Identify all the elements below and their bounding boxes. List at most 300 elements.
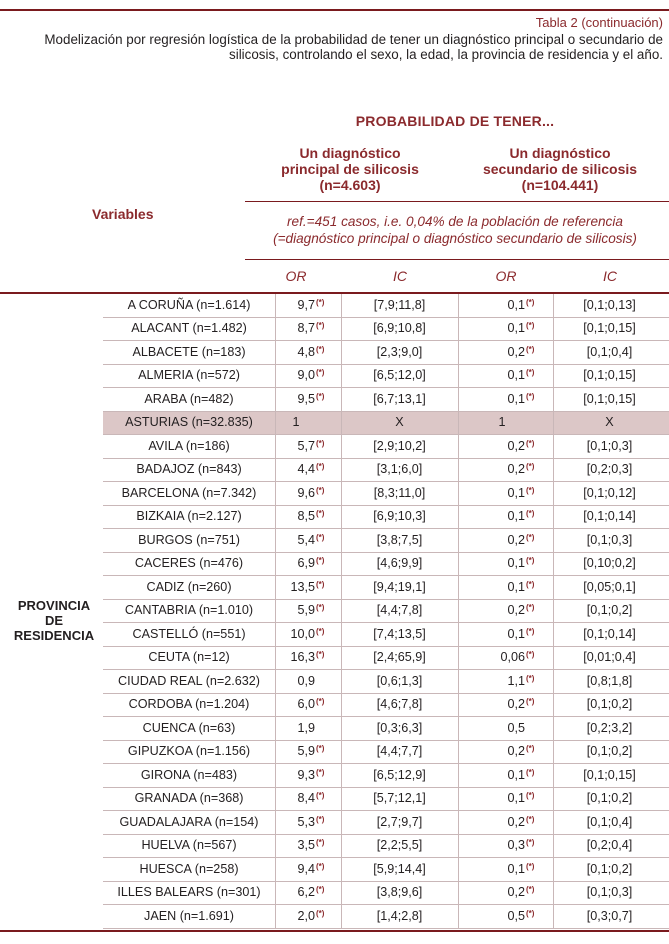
row-province-name: BADAJOZ (n=843)	[136, 462, 242, 476]
significance-mark: (*)	[316, 391, 325, 401]
column-header-secundario-line1: Un diagnóstico	[509, 145, 611, 161]
row-or-secundario: 0,2	[507, 344, 525, 359]
column-header-secundario-line3: (n=104.441)	[521, 177, 599, 193]
row-ic-secundario: X	[605, 415, 614, 429]
row-ic-secundario: [0,2;3,2]	[586, 720, 633, 735]
row-ic-principal: [3,8;7,5]	[376, 532, 423, 547]
significance-mark: (*)	[316, 556, 325, 565]
column-separator	[553, 506, 554, 529]
significance-mark: (*)	[526, 838, 535, 847]
column-separator	[458, 835, 459, 858]
column-separator	[553, 694, 554, 717]
table-row	[103, 670, 669, 694]
reference-note-line1: ref.=451 casos, i.e. 0,04% de la población de referencia	[287, 214, 623, 229]
table-row	[103, 294, 669, 318]
significance-mark: (*)	[526, 626, 535, 636]
row-ic-principal: [6,5;12,9]	[373, 767, 426, 782]
row-ic-secundario: [0,1;0,15]	[583, 767, 636, 782]
row-ic-secundario: [0,1;0,3]	[586, 885, 633, 899]
table-body	[103, 294, 669, 929]
column-separator	[275, 717, 276, 740]
row-or-principal: 5,9	[297, 603, 315, 617]
significance-mark: (*)	[526, 556, 535, 565]
significance-mark: (*)	[316, 744, 325, 753]
row-or-principal: 5,3	[297, 814, 315, 829]
row-or-secundario: 0,1	[507, 767, 525, 782]
row-or-principal: 8,7	[297, 321, 315, 335]
row-or-secundario: 1	[498, 415, 506, 429]
column-separator	[553, 882, 554, 905]
column-separator	[341, 318, 342, 341]
row-or-principal: 9,5	[297, 391, 315, 406]
column-separator	[275, 811, 276, 834]
significance-mark: (*)	[316, 579, 325, 589]
significance-mark: (*)	[316, 861, 325, 871]
row-ic-principal: [1,4;2,8]	[376, 908, 423, 923]
column-separator	[553, 435, 554, 458]
table-row	[103, 318, 669, 342]
row-province-name: BARCELONA (n=7.342)	[121, 485, 257, 500]
column-separator	[275, 764, 276, 787]
significance-mark: (*)	[526, 673, 535, 683]
column-separator	[275, 529, 276, 552]
column-separator	[458, 905, 459, 928]
significance-mark: (*)	[526, 368, 535, 377]
row-ic-secundario: [0,1;0,2]	[586, 791, 633, 805]
table-row	[103, 459, 669, 483]
column-separator	[553, 623, 554, 646]
column-separator	[458, 717, 459, 740]
row-or-secundario: 1,1	[507, 673, 525, 688]
column-header-principal-line3: (n=4.603)	[319, 177, 381, 193]
significance-mark: (*)	[526, 485, 535, 495]
row-ic-principal: X	[395, 415, 404, 429]
column-header-principal-line2: principal de silicosis	[281, 161, 419, 177]
row-province-name: CACERES (n=476)	[134, 556, 244, 570]
row-province-name: CEUTA (n=12)	[148, 650, 230, 664]
column-separator	[458, 459, 459, 482]
row-or-secundario: 0,1	[507, 391, 525, 406]
column-separator	[275, 412, 276, 435]
significance-mark: (*)	[526, 744, 535, 753]
column-separator	[458, 694, 459, 717]
row-ic-principal: [5,7;12,1]	[373, 791, 426, 805]
table-row	[103, 623, 669, 647]
column-header-secundario-line2: secundario de silicosis	[482, 161, 638, 177]
table-row	[103, 506, 669, 530]
row-province-name: A CORUÑA (n=1.614)	[127, 297, 251, 312]
row-ic-secundario: [0,2;0,4]	[586, 838, 633, 852]
significance-mark: (*)	[316, 885, 325, 894]
row-or-principal: 4,8	[297, 344, 315, 359]
row-or-secundario: 0,1	[507, 485, 525, 500]
row-or-secundario: 0,1	[507, 509, 525, 523]
significance-mark: (*)	[316, 650, 325, 659]
column-separator	[275, 318, 276, 341]
row-ic-secundario: [0,1;0,2]	[586, 861, 633, 876]
row-or-principal: 8,5	[297, 509, 315, 523]
row-ic-secundario: [0,3;0,7]	[586, 908, 633, 923]
column-separator	[341, 764, 342, 787]
significance-mark: (*)	[526, 438, 535, 448]
row-ic-secundario: [0,1;0,3]	[586, 532, 633, 547]
row-ic-principal: [0,6;1,3]	[376, 673, 423, 688]
significance-mark: (*)	[526, 509, 535, 518]
row-ic-secundario: [0,1;0,14]	[583, 509, 636, 523]
column-separator	[341, 741, 342, 764]
table-row	[103, 435, 669, 459]
significance-mark: (*)	[526, 297, 535, 307]
column-separator	[553, 764, 554, 787]
row-ic-principal: [8,3;11,0]	[373, 485, 426, 500]
row-ic-principal: [2,9;10,2]	[373, 438, 426, 453]
significance-mark: (*)	[316, 462, 325, 471]
row-ic-principal: [6,9;10,3]	[373, 509, 426, 523]
significance-mark: (*)	[526, 814, 535, 824]
table-row	[103, 529, 669, 553]
row-province-name: HUELVA (n=567)	[141, 838, 237, 852]
column-separator	[275, 600, 276, 623]
row-or-principal: 4,4	[297, 462, 315, 476]
row-or-secundario: 0,3	[507, 838, 525, 852]
significance-mark: (*)	[316, 438, 325, 448]
row-or-principal: 9,0	[297, 368, 315, 382]
row-or-secundario: 0,1	[507, 321, 525, 335]
row-or-principal: 5,7	[297, 438, 315, 453]
row-ic-secundario: [0,1;0,3]	[586, 438, 633, 453]
table-row	[103, 788, 669, 812]
row-or-secundario: 0,2	[507, 697, 525, 711]
column-separator	[553, 318, 554, 341]
row-or-principal: 1,9	[297, 720, 315, 735]
column-separator	[553, 600, 554, 623]
significance-mark: (*)	[316, 838, 325, 847]
significance-mark: (*)	[526, 650, 535, 659]
significance-mark: (*)	[526, 697, 535, 706]
table-row	[103, 764, 669, 788]
table-label: Tabla 2 (continuación)	[535, 15, 663, 30]
row-or-secundario: 0,2	[507, 603, 525, 617]
row-province-name: GIRONA (n=483)	[140, 767, 238, 782]
column-separator	[275, 506, 276, 529]
row-or-principal: 1	[292, 415, 300, 429]
column-header-secundario	[455, 145, 665, 193]
column-separator	[553, 365, 554, 388]
table-row	[103, 388, 669, 412]
row-or-secundario: 0,06	[500, 650, 525, 664]
column-separator	[458, 435, 459, 458]
column-separator	[341, 412, 342, 435]
row-ic-secundario: [0,1;0,15]	[583, 368, 636, 382]
column-separator	[458, 506, 459, 529]
column-separator	[341, 365, 342, 388]
reference-note	[245, 213, 665, 247]
column-separator	[341, 717, 342, 740]
column-separator	[341, 435, 342, 458]
column-separator	[341, 694, 342, 717]
column-separator	[553, 459, 554, 482]
column-separator	[553, 553, 554, 576]
column-separator	[553, 741, 554, 764]
column-separator	[341, 553, 342, 576]
row-ic-principal: [3,8;9,6]	[376, 885, 423, 899]
significance-mark: (*)	[526, 767, 535, 777]
column-separator	[341, 647, 342, 670]
significance-mark: (*)	[316, 509, 325, 518]
column-separator	[341, 294, 342, 317]
row-province-name: ILLES BALEARS (n=301)	[117, 885, 261, 899]
column-separator	[341, 388, 342, 411]
column-separator	[341, 600, 342, 623]
row-or-secundario: 0,1	[507, 579, 525, 594]
row-province-name: GRANADA (n=368)	[134, 791, 244, 805]
row-or-secundario: 0,2	[507, 744, 525, 758]
subheader-ic-principal: IC	[393, 268, 407, 284]
row-or-principal: 5,4	[297, 532, 315, 547]
row-or-principal: 6,9	[297, 556, 315, 570]
column-separator	[553, 294, 554, 317]
table-row	[103, 600, 669, 624]
row-or-secundario: 0,5	[507, 908, 525, 923]
column-separator	[458, 670, 459, 693]
table-row	[103, 811, 669, 835]
row-ic-principal: [3,1;6,0]	[376, 462, 423, 476]
row-or-secundario: 0,5	[507, 720, 525, 735]
column-separator	[458, 388, 459, 411]
column-separator	[458, 529, 459, 552]
significance-mark: (*)	[316, 814, 325, 824]
row-or-principal: 16,3	[290, 650, 315, 664]
row-ic-principal: [6,7;13,1]	[373, 391, 426, 406]
significance-mark: (*)	[526, 603, 535, 612]
row-ic-principal: [4,6;7,8]	[376, 697, 423, 711]
row-ic-secundario: [0,1;0,15]	[583, 321, 636, 335]
table-row	[103, 694, 669, 718]
row-province-name: BURGOS (n=751)	[138, 532, 240, 547]
row-or-secundario: 0,2	[507, 814, 525, 829]
column-separator	[553, 576, 554, 599]
row-or-principal: 9,3	[297, 767, 315, 782]
column-separator	[275, 905, 276, 928]
column-separator	[341, 529, 342, 552]
table-row	[103, 905, 669, 929]
table-row	[103, 741, 669, 765]
significance-mark: (*)	[526, 861, 535, 871]
row-ic-secundario: [0,1;0,14]	[583, 626, 636, 641]
column-separator	[341, 623, 342, 646]
row-province-name: CASTELLÓ (n=551)	[132, 626, 246, 641]
column-separator	[275, 482, 276, 505]
table-row	[103, 482, 669, 506]
row-or-principal: 3,5	[297, 838, 315, 852]
column-separator	[458, 741, 459, 764]
column-separator	[458, 882, 459, 905]
significance-mark: (*)	[316, 321, 325, 330]
column-separator	[341, 459, 342, 482]
top-rule	[0, 9, 669, 11]
table-row	[103, 365, 669, 389]
significance-mark: (*)	[526, 391, 535, 401]
variables-header: Variables	[92, 206, 154, 222]
row-or-secundario: 0,1	[507, 297, 525, 312]
column-separator	[341, 506, 342, 529]
row-ic-principal: [7,9;11,8]	[373, 297, 426, 312]
column-separator	[553, 811, 554, 834]
column-separator	[553, 835, 554, 858]
column-separator	[275, 835, 276, 858]
column-separator	[275, 435, 276, 458]
column-separator	[275, 670, 276, 693]
column-separator	[341, 811, 342, 834]
column-separator	[341, 788, 342, 811]
row-province-name: ASTURIAS (n=32.835)	[125, 415, 253, 429]
column-separator	[458, 647, 459, 670]
row-province-name: BIZKAIA (n=2.127)	[136, 509, 242, 523]
significance-mark: (*)	[316, 767, 325, 777]
row-province-name: CANTABRIA (n=1.010)	[124, 603, 254, 617]
significance-mark: (*)	[526, 908, 535, 918]
row-or-principal: 2,0	[297, 908, 315, 923]
row-or-secundario: 0,2	[507, 462, 525, 476]
column-separator	[275, 882, 276, 905]
column-separator	[275, 388, 276, 411]
column-separator	[341, 341, 342, 364]
row-province-name: CADIZ (n=260)	[146, 579, 232, 594]
column-separator	[341, 905, 342, 928]
column-separator	[458, 576, 459, 599]
significance-mark: (*)	[316, 344, 325, 354]
table-caption: Modelización por regresión logística de la probabilidad de tener un diagnóstico principal o secundario de silicosis, controlando el sexo, la edad, la provincia de residencia y el año.	[44, 32, 663, 62]
column-separator	[275, 576, 276, 599]
column-separator	[458, 858, 459, 881]
column-separator	[341, 835, 342, 858]
row-ic-secundario: [0,1;0,12]	[583, 485, 636, 500]
column-separator	[458, 341, 459, 364]
column-separator	[275, 623, 276, 646]
row-or-principal: 6,0	[297, 697, 315, 711]
row-or-principal: 8,4	[297, 791, 315, 805]
table-row	[103, 576, 669, 600]
column-separator	[341, 670, 342, 693]
column-separator	[553, 788, 554, 811]
column-separator	[553, 412, 554, 435]
row-ic-secundario: [0,10;0,2]	[583, 556, 636, 570]
row-ic-principal: [6,5;12,0]	[373, 368, 426, 382]
row-ic-principal: [2,2;5,5]	[376, 838, 423, 852]
significance-mark: (*)	[526, 791, 535, 800]
row-province-name: ALMERIA (n=572)	[138, 368, 240, 382]
column-separator	[553, 388, 554, 411]
row-province-name: CUENCA (n=63)	[142, 720, 236, 735]
row-province-name: ARABA (n=482)	[144, 391, 234, 406]
column-separator	[458, 811, 459, 834]
row-or-principal: 5,9	[297, 744, 315, 758]
row-ic-principal: [2,7;9,7]	[376, 814, 423, 829]
significance-mark: (*)	[316, 908, 325, 918]
table-row	[103, 647, 669, 671]
row-or-secundario: 0,1	[507, 791, 525, 805]
row-ic-principal: [6,9;10,8]	[373, 321, 426, 335]
significance-mark: (*)	[526, 321, 535, 330]
column-separator	[275, 694, 276, 717]
row-ic-secundario: [0,1;0,2]	[586, 603, 633, 617]
column-separator	[341, 482, 342, 505]
column-separator	[458, 365, 459, 388]
column-separator	[553, 717, 554, 740]
row-or-secundario: 0,1	[507, 556, 525, 570]
row-or-principal: 6,2	[297, 885, 315, 899]
row-province-name: ALACANT (n=1.482)	[131, 321, 247, 335]
row-ic-principal: [4,6;9,9]	[376, 556, 423, 570]
row-or-principal: 10,0	[290, 626, 315, 641]
column-separator	[275, 341, 276, 364]
significance-mark: (*)	[526, 532, 535, 542]
column-separator	[275, 647, 276, 670]
significance-mark: (*)	[526, 579, 535, 589]
column-separator	[275, 788, 276, 811]
table-row	[103, 835, 669, 859]
row-province-name: HUESCA (n=258)	[139, 861, 239, 876]
header-rule-2	[245, 259, 669, 260]
row-province-name: JAEN (n=1.691)	[144, 908, 234, 923]
row-province-name: CIUDAD REAL (n=2.632)	[118, 673, 260, 688]
row-or-secundario: 0,1	[507, 368, 525, 382]
significance-mark: (*)	[526, 885, 535, 894]
row-province-name: CORDOBA (n=1.204)	[128, 697, 250, 711]
row-ic-secundario: [0,1;0,2]	[586, 697, 633, 711]
row-or-secundario: 0,2	[507, 532, 525, 547]
table-row	[103, 412, 669, 436]
column-separator	[553, 529, 554, 552]
significance-mark: (*)	[316, 603, 325, 612]
significance-mark: (*)	[316, 626, 325, 636]
row-or-secundario: 0,1	[507, 861, 525, 876]
column-separator	[553, 647, 554, 670]
row-ic-principal: [2,4;65,9]	[373, 650, 426, 664]
significance-mark: (*)	[316, 297, 325, 307]
row-ic-secundario: [0,2;0,3]	[586, 462, 633, 476]
column-separator	[553, 341, 554, 364]
probability-title: PROBABILIDAD DE TENER...	[355, 113, 555, 129]
significance-mark: (*)	[316, 485, 325, 495]
row-province-name: GIPUZKOA (n=1.156)	[127, 744, 251, 758]
column-separator	[341, 882, 342, 905]
column-separator	[458, 600, 459, 623]
table-row	[103, 858, 669, 882]
row-or-secundario: 0,2	[507, 438, 525, 453]
column-separator	[458, 788, 459, 811]
column-separator	[458, 412, 459, 435]
row-ic-principal: [7,4;13,5]	[373, 626, 426, 641]
column-separator	[341, 858, 342, 881]
row-or-principal: 13,5	[290, 579, 315, 594]
subheader-ic-secundario: IC	[603, 268, 617, 284]
column-separator	[458, 294, 459, 317]
row-ic-secundario: [0,1;0,2]	[586, 744, 633, 758]
row-ic-principal: [9,4;19,1]	[373, 579, 426, 594]
row-or-secundario: 0,2	[507, 885, 525, 899]
column-separator	[275, 741, 276, 764]
column-separator	[275, 553, 276, 576]
column-separator	[553, 670, 554, 693]
significance-mark: (*)	[526, 462, 535, 471]
column-separator	[275, 294, 276, 317]
row-ic-principal: [4,4;7,7]	[376, 744, 423, 758]
row-or-principal: 9,6	[297, 485, 315, 500]
table-row	[103, 717, 669, 741]
row-ic-principal: [5,9;14,4]	[373, 861, 426, 876]
subheader-or-principal: OR	[285, 268, 307, 284]
